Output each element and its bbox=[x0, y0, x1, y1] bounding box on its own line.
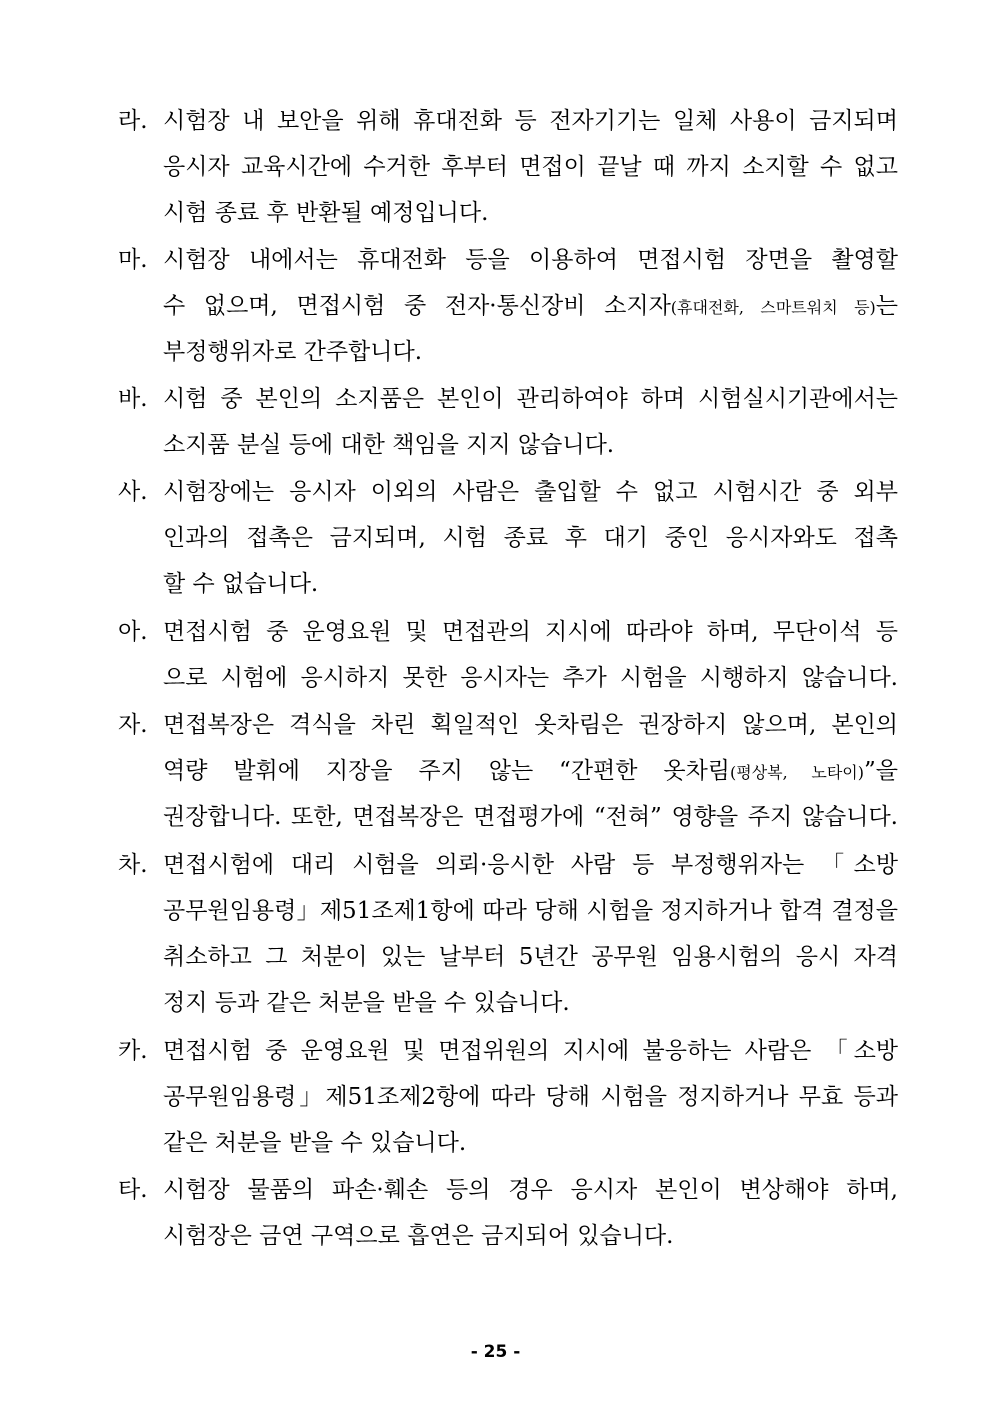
item-marker: 카. bbox=[118, 1038, 148, 1064]
item-marker: 사. bbox=[118, 479, 148, 505]
item-line: 시험장은 금연 구역으로 흡연은 금지되어 있습니다. bbox=[163, 1223, 674, 1249]
item-line: 할 수 없습니다. bbox=[163, 571, 319, 597]
item-line-text: 역량 발휘에 지장을 주지 않는 “간편한 옷차림 bbox=[163, 758, 731, 784]
item-line-with-note bbox=[163, 283, 898, 329]
item-line: 같은 처분을 받을 수 있습니다. bbox=[163, 1130, 467, 1156]
item-line-with-note bbox=[163, 748, 898, 794]
parenthetical-note: (평상복, 노타이) bbox=[730, 763, 865, 782]
item-line: 공무원임용령」제51조제1항에 따라 당해 시험을 정지하거나 합격 결정을 bbox=[163, 898, 898, 924]
item-line: 시험 중 본인의 소지품은 본인이 관리하여야 하며 시험실시기관에서는 bbox=[163, 386, 898, 412]
item-line: 공무원임용령」제51조제2항에 따라 당해 시험을 정지하거나 무효 등과 bbox=[163, 1084, 898, 1110]
item-marker: 라. bbox=[118, 108, 148, 134]
item-line-text: 수 없으며, 면접시험 중 전자·통신장비 소지자 bbox=[163, 293, 671, 319]
item-line: 정지 등과 같은 처분을 받을 수 있습니다. bbox=[163, 990, 570, 1016]
item-marker: 마. bbox=[118, 247, 148, 273]
item-line: 시험 종료 후 반환될 예정입니다. bbox=[163, 200, 489, 226]
item-line: 권장합니다. 또한, 면접복장은 면접평가에 “전혀” 영향을 주지 않습니다. bbox=[163, 804, 898, 830]
item-line: 면접시험에 대리 시험을 의뢰·응시한 사람 등 부정행위자는 「소방 bbox=[163, 852, 898, 878]
item-line: 소지품 분실 등에 대한 책임을 지지 않습니다. bbox=[163, 432, 615, 458]
item-line: 면접시험 중 운영요원 및 면접관의 지시에 따라야 하며, 무단이석 등 bbox=[163, 619, 898, 645]
item-line: 부정행위자로 간주합니다. bbox=[163, 339, 423, 365]
item-marker: 차. bbox=[118, 852, 148, 878]
item-line: 면접시험 중 운영요원 및 면접위원의 지시에 불응하는 사람은 「소방 bbox=[163, 1038, 898, 1064]
item-line: 시험장에는 응시자 이외의 사람은 출입할 수 없고 시험시간 중 외부 bbox=[163, 479, 898, 505]
item-line: 시험장 내에서는 휴대전화 등을 이용하여 면접시험 장면을 촬영할 bbox=[163, 247, 898, 273]
item-marker: 타. bbox=[118, 1177, 148, 1203]
item-line: 시험장 내 보안을 위해 휴대전화 등 전자기기는 일체 사용이 금지되며 bbox=[163, 108, 898, 134]
item-line: 취소하고 그 처분이 있는 날부터 5년간 공무원 임용시험의 응시 자격 bbox=[163, 944, 898, 970]
item-line: 시험장 물품의 파손·훼손 등의 경우 응시자 본인이 변상해야 하며, bbox=[163, 1177, 898, 1203]
item-marker: 바. bbox=[118, 386, 148, 412]
item-marker: 아. bbox=[118, 619, 148, 645]
item-line: 면접복장은 격식을 차린 획일적인 옷차림은 권장하지 않으며, 본인의 bbox=[163, 712, 898, 738]
item-marker: 자. bbox=[118, 712, 148, 738]
parenthetical-note: (휴대전화, 스마트워치 등) bbox=[670, 298, 876, 317]
item-line-tail: 는 bbox=[875, 293, 898, 319]
page-number: - 25 - bbox=[470, 1342, 521, 1362]
item-line-tail: ”을 bbox=[864, 758, 898, 784]
item-line: 으로 시험에 응시하지 못한 응시자는 추가 시험을 시행하지 않습니다. bbox=[163, 665, 898, 691]
item-line: 인과의 접촉은 금지되며, 시험 종료 후 대기 중인 응시자와도 접촉 bbox=[163, 525, 898, 551]
item-line: 응시자 교육시간에 수거한 후부터 면접이 끝날 때 까지 소지할 수 없고 bbox=[163, 154, 898, 180]
